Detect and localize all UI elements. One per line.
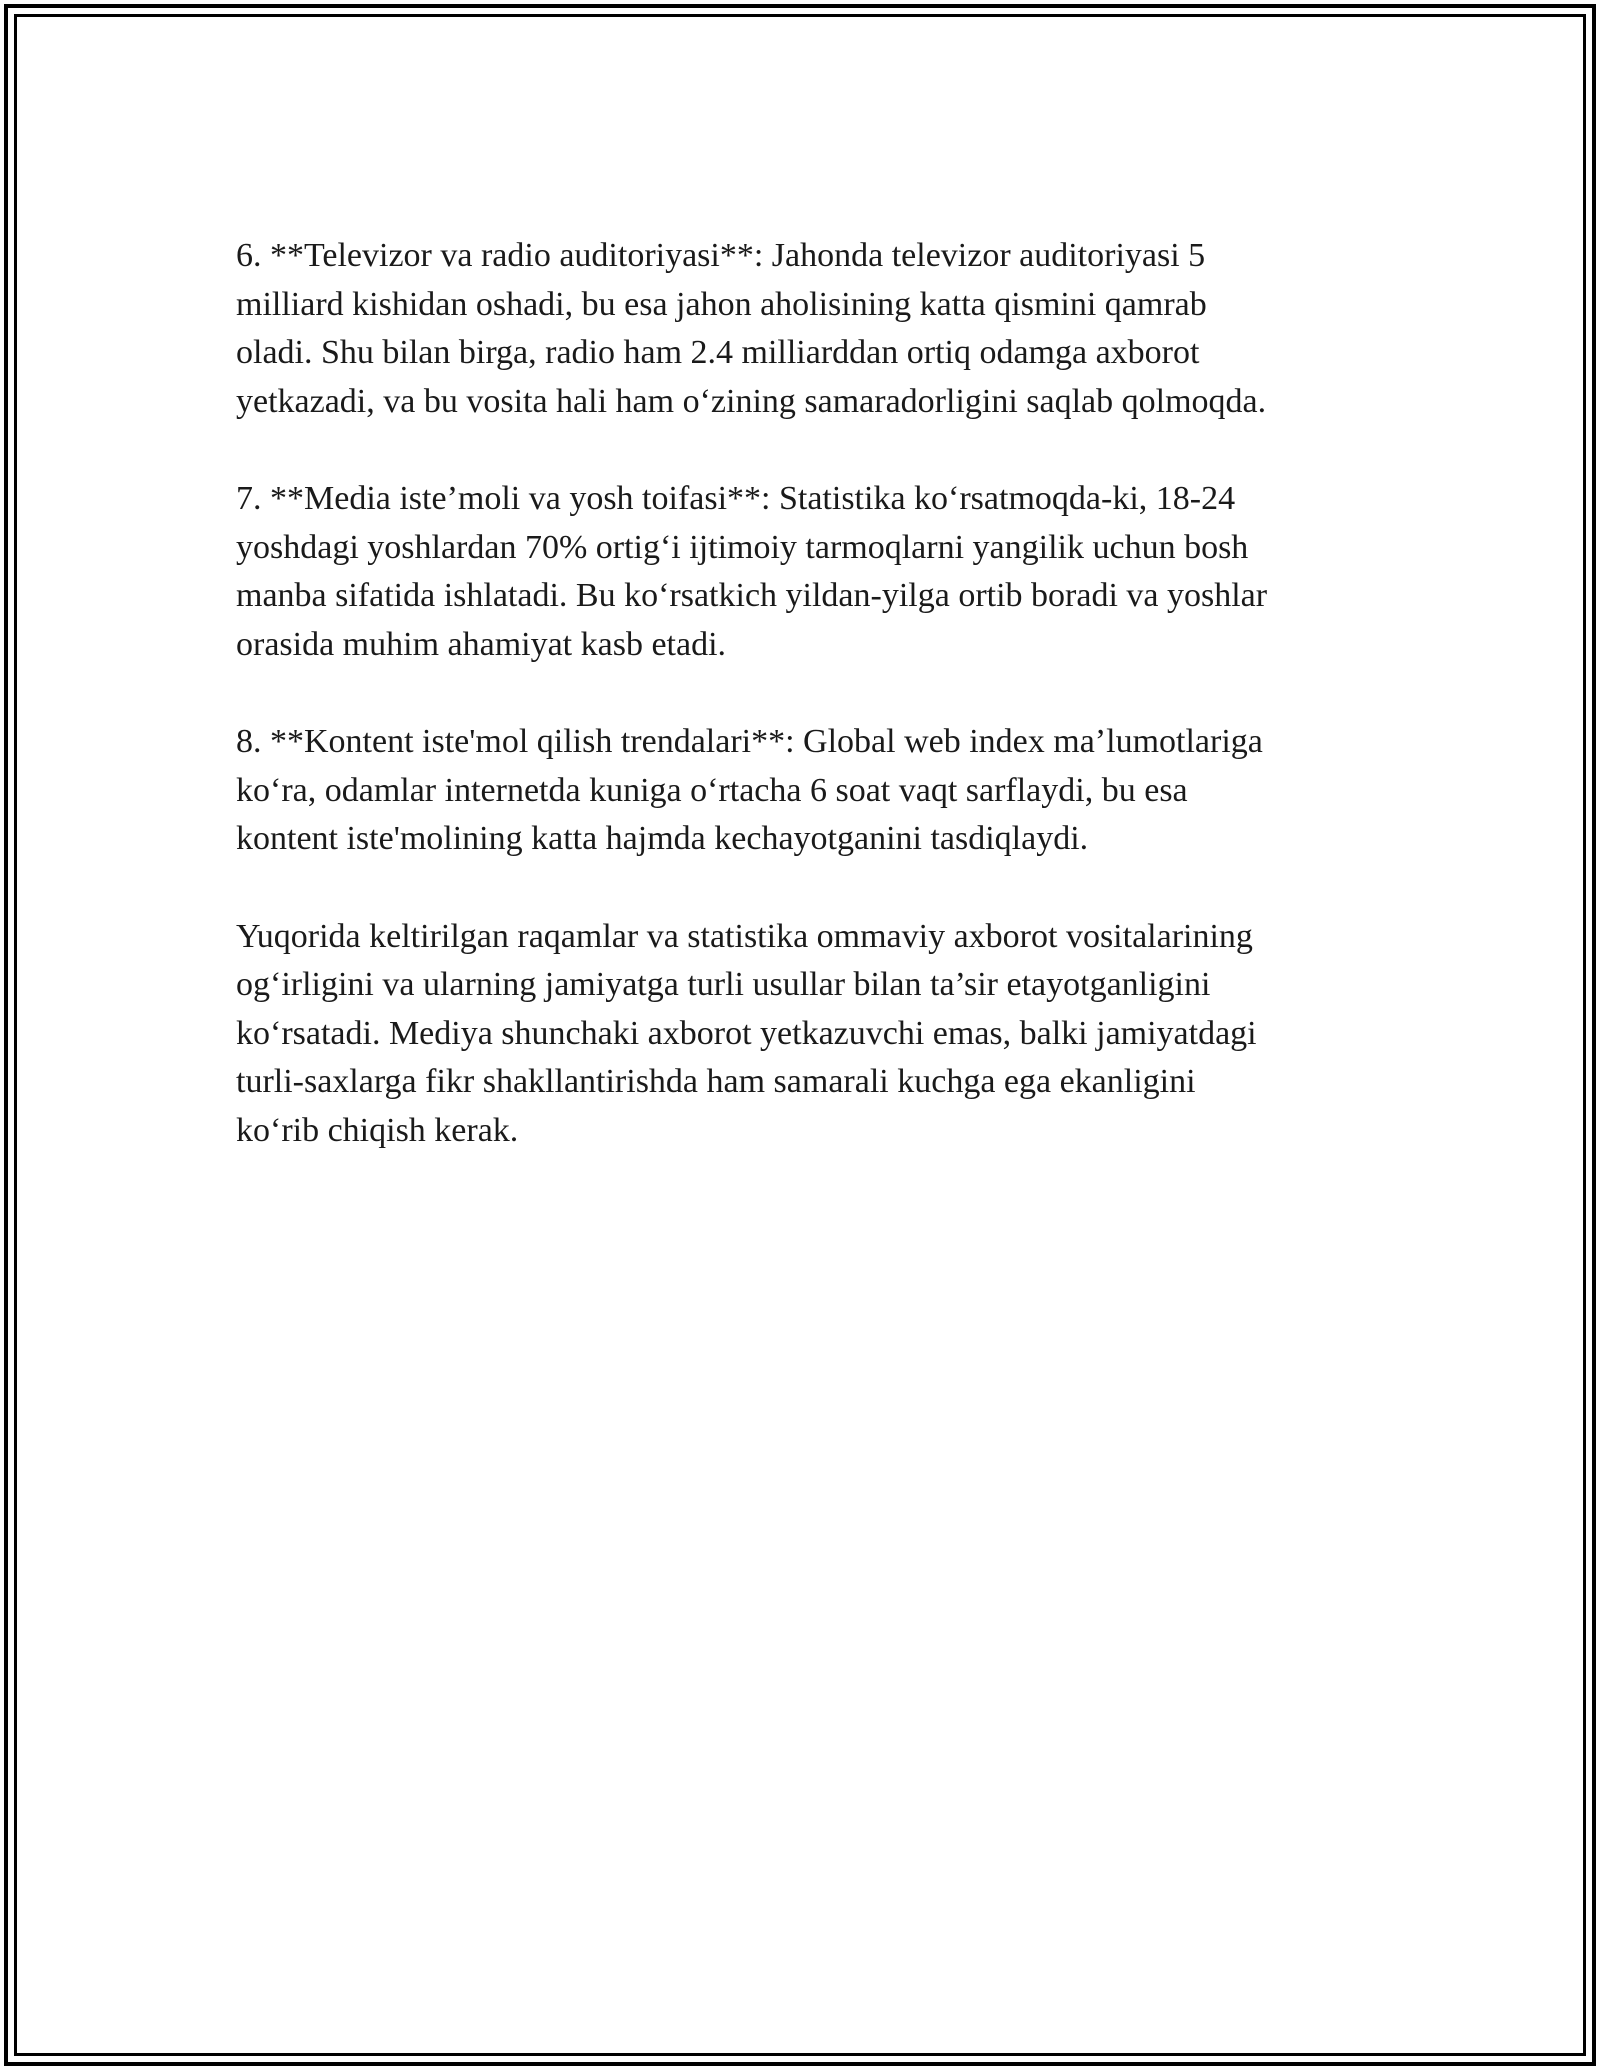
text-line: Yuqorida keltirilgan raqamlar va statistika ommaviy axborot vositalarining	[236, 917, 1253, 955]
paragraph-tv-radio-audience	[236, 232, 1376, 426]
text-line: 6. **Televizor va radio auditoriyasi**: Jahonda televizor auditoriyasi 5	[236, 237, 1206, 274]
text-line: og‘irligini va ularning jamiyatga turli usullar bilan ta’sir etayotganligini	[236, 966, 1211, 1003]
paragraph-media-youth	[236, 475, 1376, 669]
text-line: ko‘rsatadi. Mediya shunchaki axborot yetkazuvchi emas, balki jamiyatdagi	[236, 1014, 1257, 1052]
text-line: yetkazadi, va bu vosita hali ham o‘zining samaradorligini saqlab qolmoqda.	[236, 382, 1267, 420]
paragraph-content-trends	[236, 718, 1376, 864]
text-line: ko‘rib chiqish kerak.	[236, 1111, 519, 1149]
text-line: yoshdagi yoshlardan 70% ortig‘i ijtimoiy tarmoqlarni yangilik uchun bosh	[236, 528, 1249, 566]
text-line: 8. **Kontent iste'mol qilish trendalari**: Global web index ma’lumotlariga	[236, 723, 1263, 760]
text-line: turli-saxlarga fikr shakllantirishda ham samarali kuchga ega ekanligini	[236, 1063, 1196, 1100]
document-body	[236, 232, 1376, 1204]
text-line: milliard kishidan oshadi, bu esa jahon aholisining katta qismini qamrab	[236, 285, 1207, 323]
text-line: oladi. Shu bilan birga, radio ham 2.4 milliarddan ortiq odamga axborot	[236, 334, 1200, 371]
text-line: 7. **Media iste’moli va yosh toifasi**: Statistika ko‘rsatmoqda-ki, 18-24	[236, 480, 1236, 517]
text-line: ko‘ra, odamlar internetda kuniga o‘rtacha 6 soat vaqt sarflaydi, bu esa	[236, 771, 1188, 809]
text-line: orasida muhim ahamiyat kasb etadi.	[236, 625, 727, 663]
text-line: manba sifatida ishlatadi. Bu ko‘rsatkich yildan-yilga ortib boradi va yoshlar	[236, 577, 1268, 614]
text-line: kontent iste'molining katta hajmda kechayotganini tasdiqlaydi.	[236, 820, 1089, 857]
paragraph-conclusion	[236, 913, 1376, 1156]
